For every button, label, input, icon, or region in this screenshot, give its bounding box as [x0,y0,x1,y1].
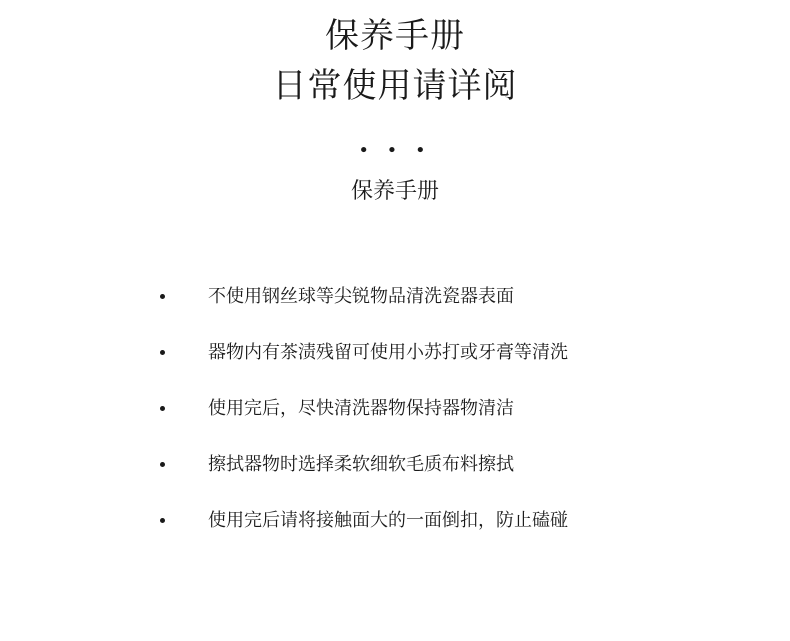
list-item-text: 不使用钢丝球等尖锐物品清洗瓷器表面 [208,286,514,307]
bullet-icon [160,462,165,467]
list-item-text: 使用完后，尽快清洗器物保持器物清洁 [208,398,514,419]
page-title-subline: 日常使用请详阅 [272,66,518,106]
separator-dots: • • • [358,140,432,161]
list-item [160,338,720,368]
bullet-icon [160,294,165,299]
bullet-icon [160,518,165,523]
care-tips-list [160,282,720,562]
section-subtitle: 保养手册 [350,179,439,204]
bullet-icon [160,350,165,355]
list-item [160,282,720,312]
list-item-text: 使用完后请将接触面大的一面倒扣，防止磕碰 [208,510,568,531]
page-title: 保养手册 [325,16,465,56]
list-item-text: 擦拭器物时选择柔软细软毛质布料擦拭 [208,454,514,475]
list-item [160,450,720,480]
list-item-text: 器物内有茶渍残留可使用小苏打或牙膏等清洗 [208,342,568,363]
list-item [160,506,720,536]
list-item [160,394,720,424]
bullet-icon [160,406,165,411]
